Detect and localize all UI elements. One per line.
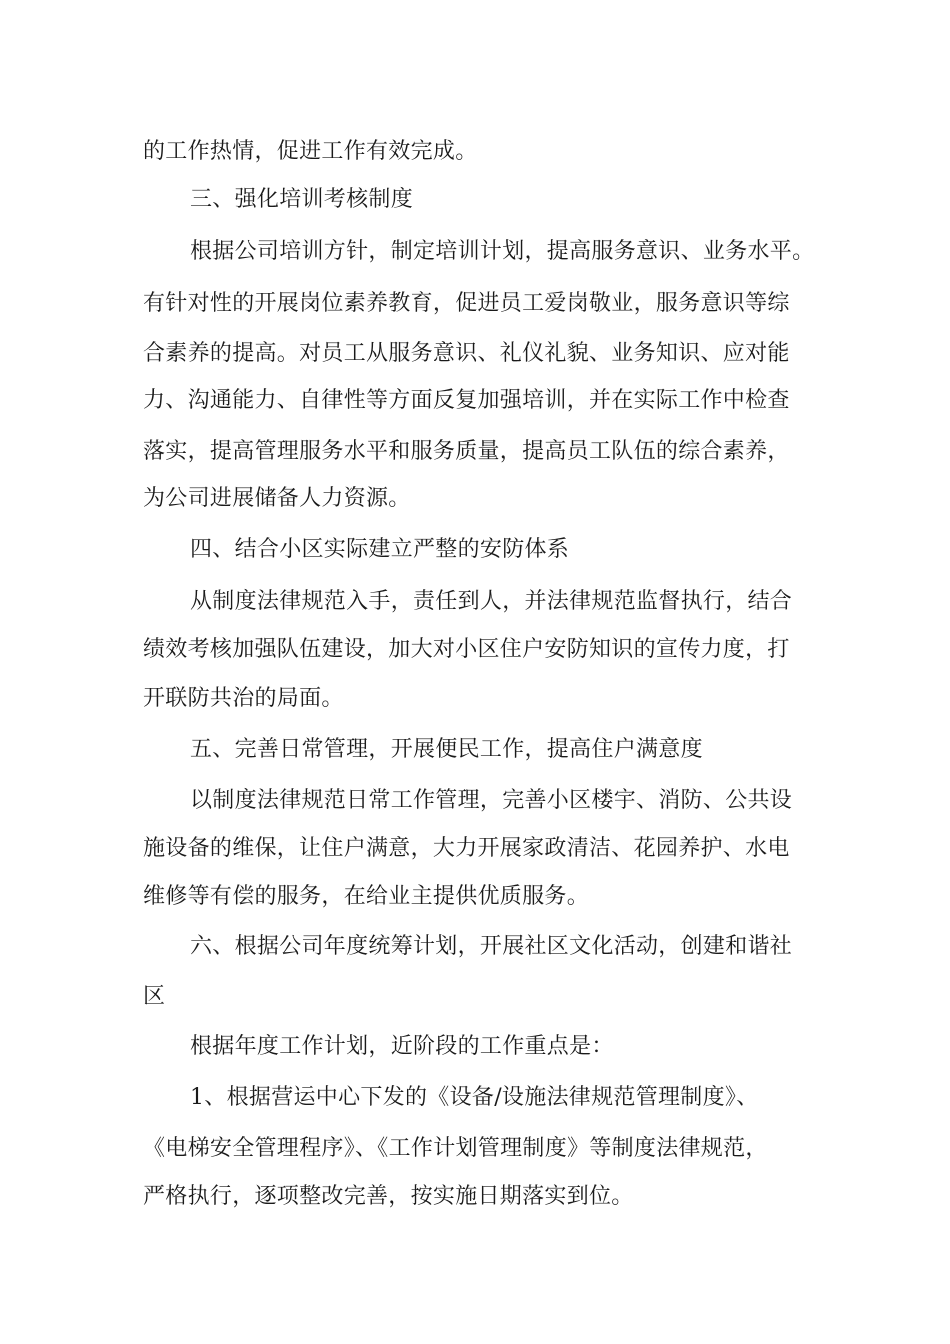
list-item-text: 1、根据营运中心下发的《设备/设施法律规范管理制度》、 — [190, 1085, 759, 1110]
section-heading-continuation: 区 — [143, 984, 166, 1009]
text-line: 以制度法律规范日常工作管理，完善小区楼宇、消防、公共设 — [190, 788, 793, 813]
text-line: 合素养的提高。对员工从服务意识、礼仪礼貌、业务知识、应对能 — [143, 341, 790, 366]
text-line: 严格执行，逐项整改完善，按实施日期落实到位。 — [143, 1184, 634, 1209]
text-line: 力、沟通能力、自律性等方面反复加强培训，并在实际工作中检查 — [143, 388, 790, 413]
text-line: 的工作热情，促进工作有效完成。 — [143, 139, 478, 164]
section-heading: 三、强化培训考核制度 — [190, 187, 414, 212]
section-heading: 六、根据公司年度统筹计划，开展社区文化活动，创建和谐社 — [190, 934, 793, 959]
text-line: 维修等有偿的服务，在给业主提供优质服务。 — [143, 884, 590, 909]
text-line: 开联防共治的局面。 — [143, 686, 344, 711]
text-line: 施设备的维保，让住户满意，大力开展家政清洁、花园养护、水电 — [143, 836, 790, 861]
section-heading: 四、结合小区实际建立严整的安防体系 — [190, 537, 570, 562]
text-line: 从制度法律规范入手，责任到人，并法律规范监督执行，结合 — [190, 589, 793, 614]
text-line: 《电梯安全管理程序》、《工作计划管理制度》等制度法律规范， — [143, 1136, 768, 1161]
section-heading: 五、完善日常管理，开展便民工作，提高住户满意度 — [190, 737, 703, 762]
text-line: 绩效考核加强队伍建设，加大对小区住户安防知识的宣传力度，打 — [143, 637, 790, 662]
text-line: 为公司进展储备人力资源。 — [143, 486, 411, 511]
text-line: 根据公司培训方针，制定培训计划，提高服务意识、业务水平。 — [190, 239, 815, 264]
text-line: 根据年度工作计划，近阶段的工作重点是： — [190, 1034, 614, 1059]
text-line: 落实，提高管理服务水平和服务质量，提高员工队伍的综合素养， — [143, 439, 790, 464]
text-line: 有针对性的开展岗位素养教育，促进员工爱岗敬业，服务意识等综 — [143, 291, 790, 316]
